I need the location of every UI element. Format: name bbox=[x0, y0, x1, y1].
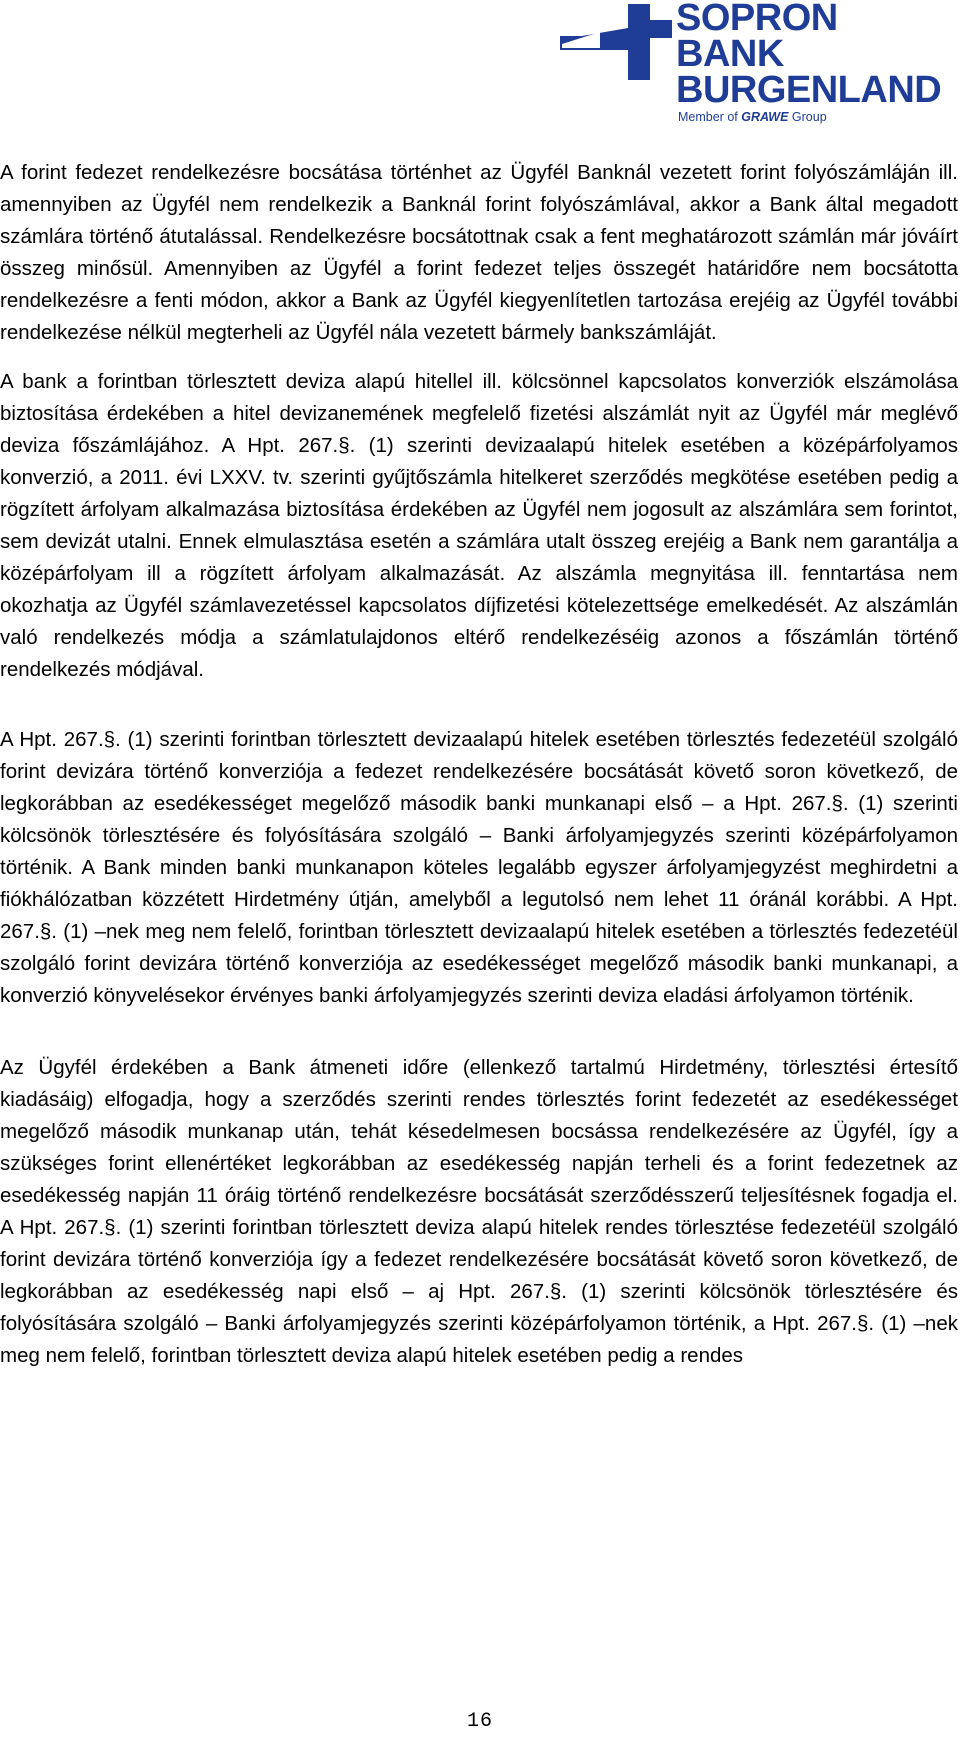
logo-member-suffix: Group bbox=[788, 110, 827, 124]
logo-line-burgenland: BURGENLAND bbox=[676, 69, 942, 111]
logo-wordmark bbox=[676, 0, 942, 111]
logo-member-line bbox=[678, 110, 827, 124]
page-number: 16 bbox=[466, 1710, 493, 1733]
logo-member-group: GRAWE bbox=[741, 110, 789, 124]
logo-line-bank: BANK bbox=[676, 33, 784, 75]
paragraph-konverzio: A Hpt. 267.§. (1) szerinti forintban törlesztett devizaalapú hitelek esetében törlesztés fedezetéül szolgáló forint devizára történő konverziója a fedezet rendelkezésére bocsátását követő soron következő, de legkorábban az esedékességet megelőző második banki munkanapi első – a Hpt. 267.§. (1) szerinti kölcsönök törlesztésére és folyósítására szolgáló – Banki árfolyamjegyzés szerinti középárfolyamon történik. A Bank minden banki munkanapon köteles legalább egyszer árfolyamjegyzést meghirdetni a fiókhálózatban közzétett Hirdetmény útján, amelyből a legutolsó nem lehet 11 óránál korábbi. A Hpt. 267.§. (1) –nek meg nem felelő, forintban törlesztett devizaalapú hitelek esetében a törlesztés fedezetéül szolgáló forint devizára történő konverziója az esedékességet megelőző második banki munkanapi, a konverzió könyvelésekor érvényes banki árfolyamjegyzés szerinti deviza eladási árfolyamon történik. bbox=[0, 728, 958, 1007]
paragraph-atmeneti-ido: Az Ügyfél érdekében a Bank átmeneti időre (ellenkező tartalmú Hirdetmény, törlesztési értesítő kiadásáig) elfogadja, hogy a szerződés szerinti rendes törlesztés forint fedezetét az esedékességet megelőző második munkanap után, tehát késedelmesen bocsássa rendelkezésére az Ügyfél, így a szükséges forint ellenértéket legkorábban az esedékesség napján terheli és a forint fedezetnek az esedékesség napján 11 óráig történő rendelkezésre bocsátását szerződésszerű teljesítésnek fogadja el. A Hpt. 267.§. (1) szerinti forintban törlesztett deviza alapú hitelek rendes törlesztése fedezetéül szolgáló forint devizára történő konverziója így a fedezet rendelkezésére bocsátását követő soron következő, de legkorábban az esedékesség napi első – aj Hpt. 267.§. (1) szerinti kölcsönök törlesztésére és folyósítására szolgáló – Banki árfolyamjegyzés szerinti középárfolyamon történik, a Hpt. 267.§. (1) –nek meg nem felelő, forintban törlesztett deviza alapú hitelek esetében pedig a rendes bbox=[0, 1056, 958, 1367]
logo-member-prefix: Member of bbox=[678, 110, 742, 124]
bank-logo bbox=[560, 0, 940, 128]
logo-arrow-mark bbox=[560, 2, 672, 82]
paragraph-alszamla: A bank a forintban törlesztett deviza alapú hitellel ill. kölcsönnel kapcsolatos konverziók elszámolása biztosítása érdekében a hitel devizanemének megfelelő fizetési alszámlát nyit az Ügyfél már meglévő deviza főszámlájához. A Hpt. 267.§. (1) szerinti devizaalapú hitelek esetében a középárfolyamos konverzió, a 2011. évi LXXV. tv. szerinti gyűjtőszámla hitelkeret szerződés megkötése esetében pedig a rögzített árfolyam alkalmazása biztosítása érdekében az Ügyfél nem jogosult az alszámlára sem forintot, sem devizát utalni. Ennek elmulasztása esetén a számlára utalt összeg erejéig a Bank nem garantálja a középárfolyam ill a rögzített árfolyam alkalmazását. Az alszámla megnyitása ill. fenntartása nem okozhatja az Ügyfél számlavezetéssel kapcsolatos díjfizetési kötelezettsége emelkedését. Az alszámlán való rendelkezés módja a számlatulajdonos eltérő rendelkezéséig azonos a főszámlán történő rendelkezés módjával. bbox=[0, 370, 958, 681]
logo-line-sopron: SOPRON bbox=[676, 0, 838, 39]
paragraph-forint-fedezet: A forint fedezet rendelkezésre bocsátása történhet az Ügyfél Banknál vezetett forint folyószámláján ill. amennyiben az Ügyfél nem rendelkezik a Banknál forint folyószámlával, akkor a Bank által megadott számlára történő átutalással. Rendelkezésre bocsátottnak csak a fent meghatározott számlán már jóváírt összeg minősül. Amennyiben az Ügyfél a forint fedezet teljes összegét határidőre nem bocsátotta rendelkezésre a fenti módon, akkor a Bank az Ügyfél kiegyenlítetlen tartozása erejéig az Ügyfél további rendelkezése nélkül megterheli az Ügyfél nála vezetett bármely bankszámláját. bbox=[0, 161, 958, 344]
document-body bbox=[0, 157, 958, 1372]
